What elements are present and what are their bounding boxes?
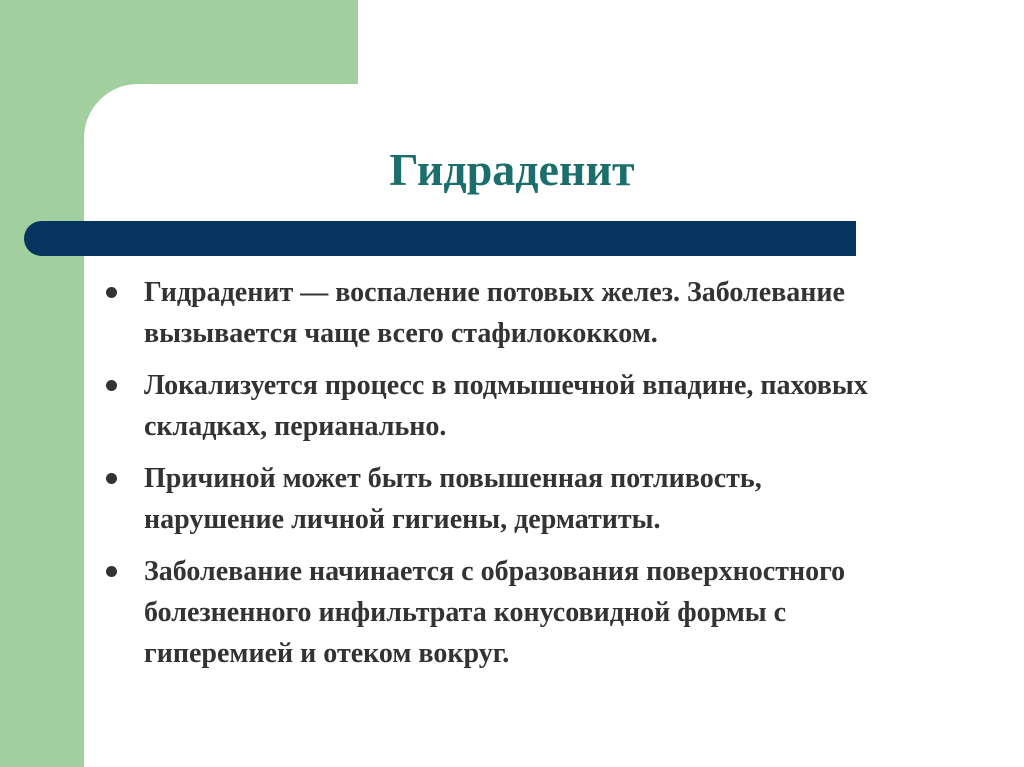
bullet-dot-icon (106, 473, 117, 484)
bullet-dot-icon (106, 566, 117, 577)
bullet-text: Гидраденит — воспаление потовых желез. Заболевание вызывается чаще всего стафилококком. (144, 277, 845, 349)
bullet-item-definition (106, 272, 906, 354)
bullet-dot-icon (106, 380, 117, 391)
bullet-dot-icon (106, 287, 117, 298)
bullet-text: Причиной может быть повышенная потливость, нарушение личной гигиены, дерматиты. (144, 463, 762, 535)
bullet-text: Локализуется процесс в подмышечной впадине, паховых складках, перианально. (144, 370, 868, 442)
bullet-item-causes (106, 458, 906, 540)
bullet-item-onset (106, 551, 906, 674)
bullet-text: Заболевание начинается с образования поверхностного болезненного инфильтрата конусовидной формы с гиперемией и отеком вокруг. (144, 556, 846, 669)
slide-title: Гидраденит (389, 144, 635, 195)
bullet-item-localization (106, 365, 906, 447)
bullet-list (106, 272, 906, 685)
title-underline-bar (24, 221, 856, 256)
